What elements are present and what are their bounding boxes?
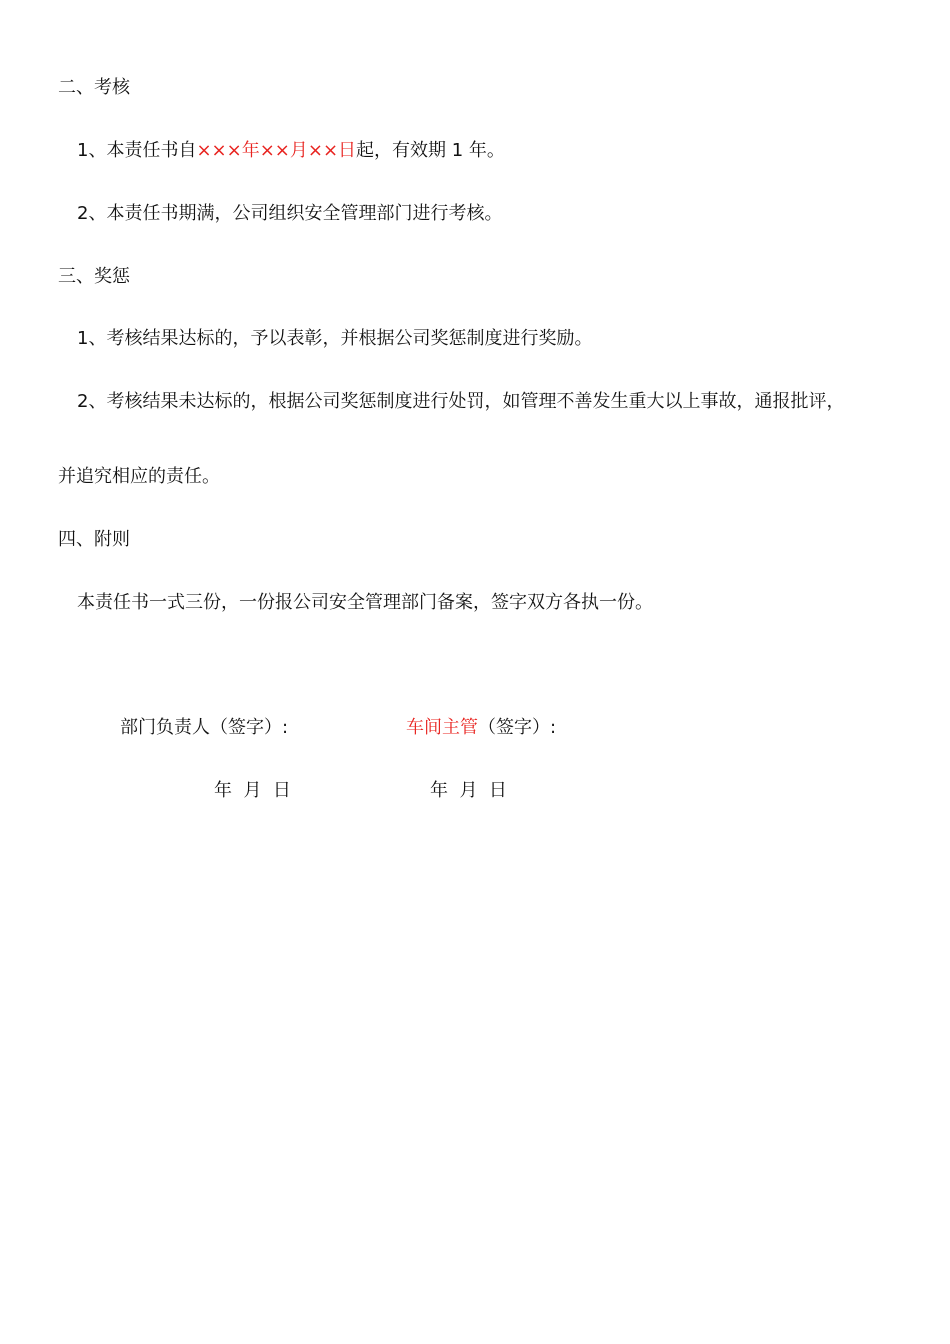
signature-date-left: 年 月 日 [214,780,291,801]
workshop-supervisor-title: 车间主管 [406,717,478,738]
section-heading-rewards: 三、奖惩 [58,266,130,287]
section-heading-assessment: 二、考核 [58,77,130,98]
assessment-item-1-prefix: 1、本责任书自 [77,140,197,161]
rewards-item-1: 1、考核结果达标的，予以表彰，并根据公司奖惩制度进行奖励。 [77,328,593,349]
workshop-supervisor-sign-hint: （签字）: [478,717,557,738]
assessment-item-1 [77,139,505,163]
rewards-item-2-line-2: 并追究相应的责任。 [58,466,220,487]
rewards-item-2-line-1: 2、考核结果未达标的，根据公司奖惩制度进行处罚，如管理不善发生重大以上事故，通报批评， [77,391,845,412]
assessment-item-2: 2、本责任书期满，公司组织安全管理部门进行考核。 [77,203,503,224]
signature-date-right: 年 月 日 [430,780,507,801]
section-heading-appendix: 四、附则 [58,529,130,550]
signature-label-workshop-supervisor [406,716,556,740]
signature-label-department-head: 部门负责人（签字）: [120,717,289,738]
effective-date-placeholder: ×××年××月××日 [196,140,357,161]
appendix-text: 本责任书一式三份，一份报公司安全管理部门备案，签字双方各执一份。 [77,592,653,613]
assessment-item-1-suffix: 起，有效期 1 年。 [356,140,505,161]
